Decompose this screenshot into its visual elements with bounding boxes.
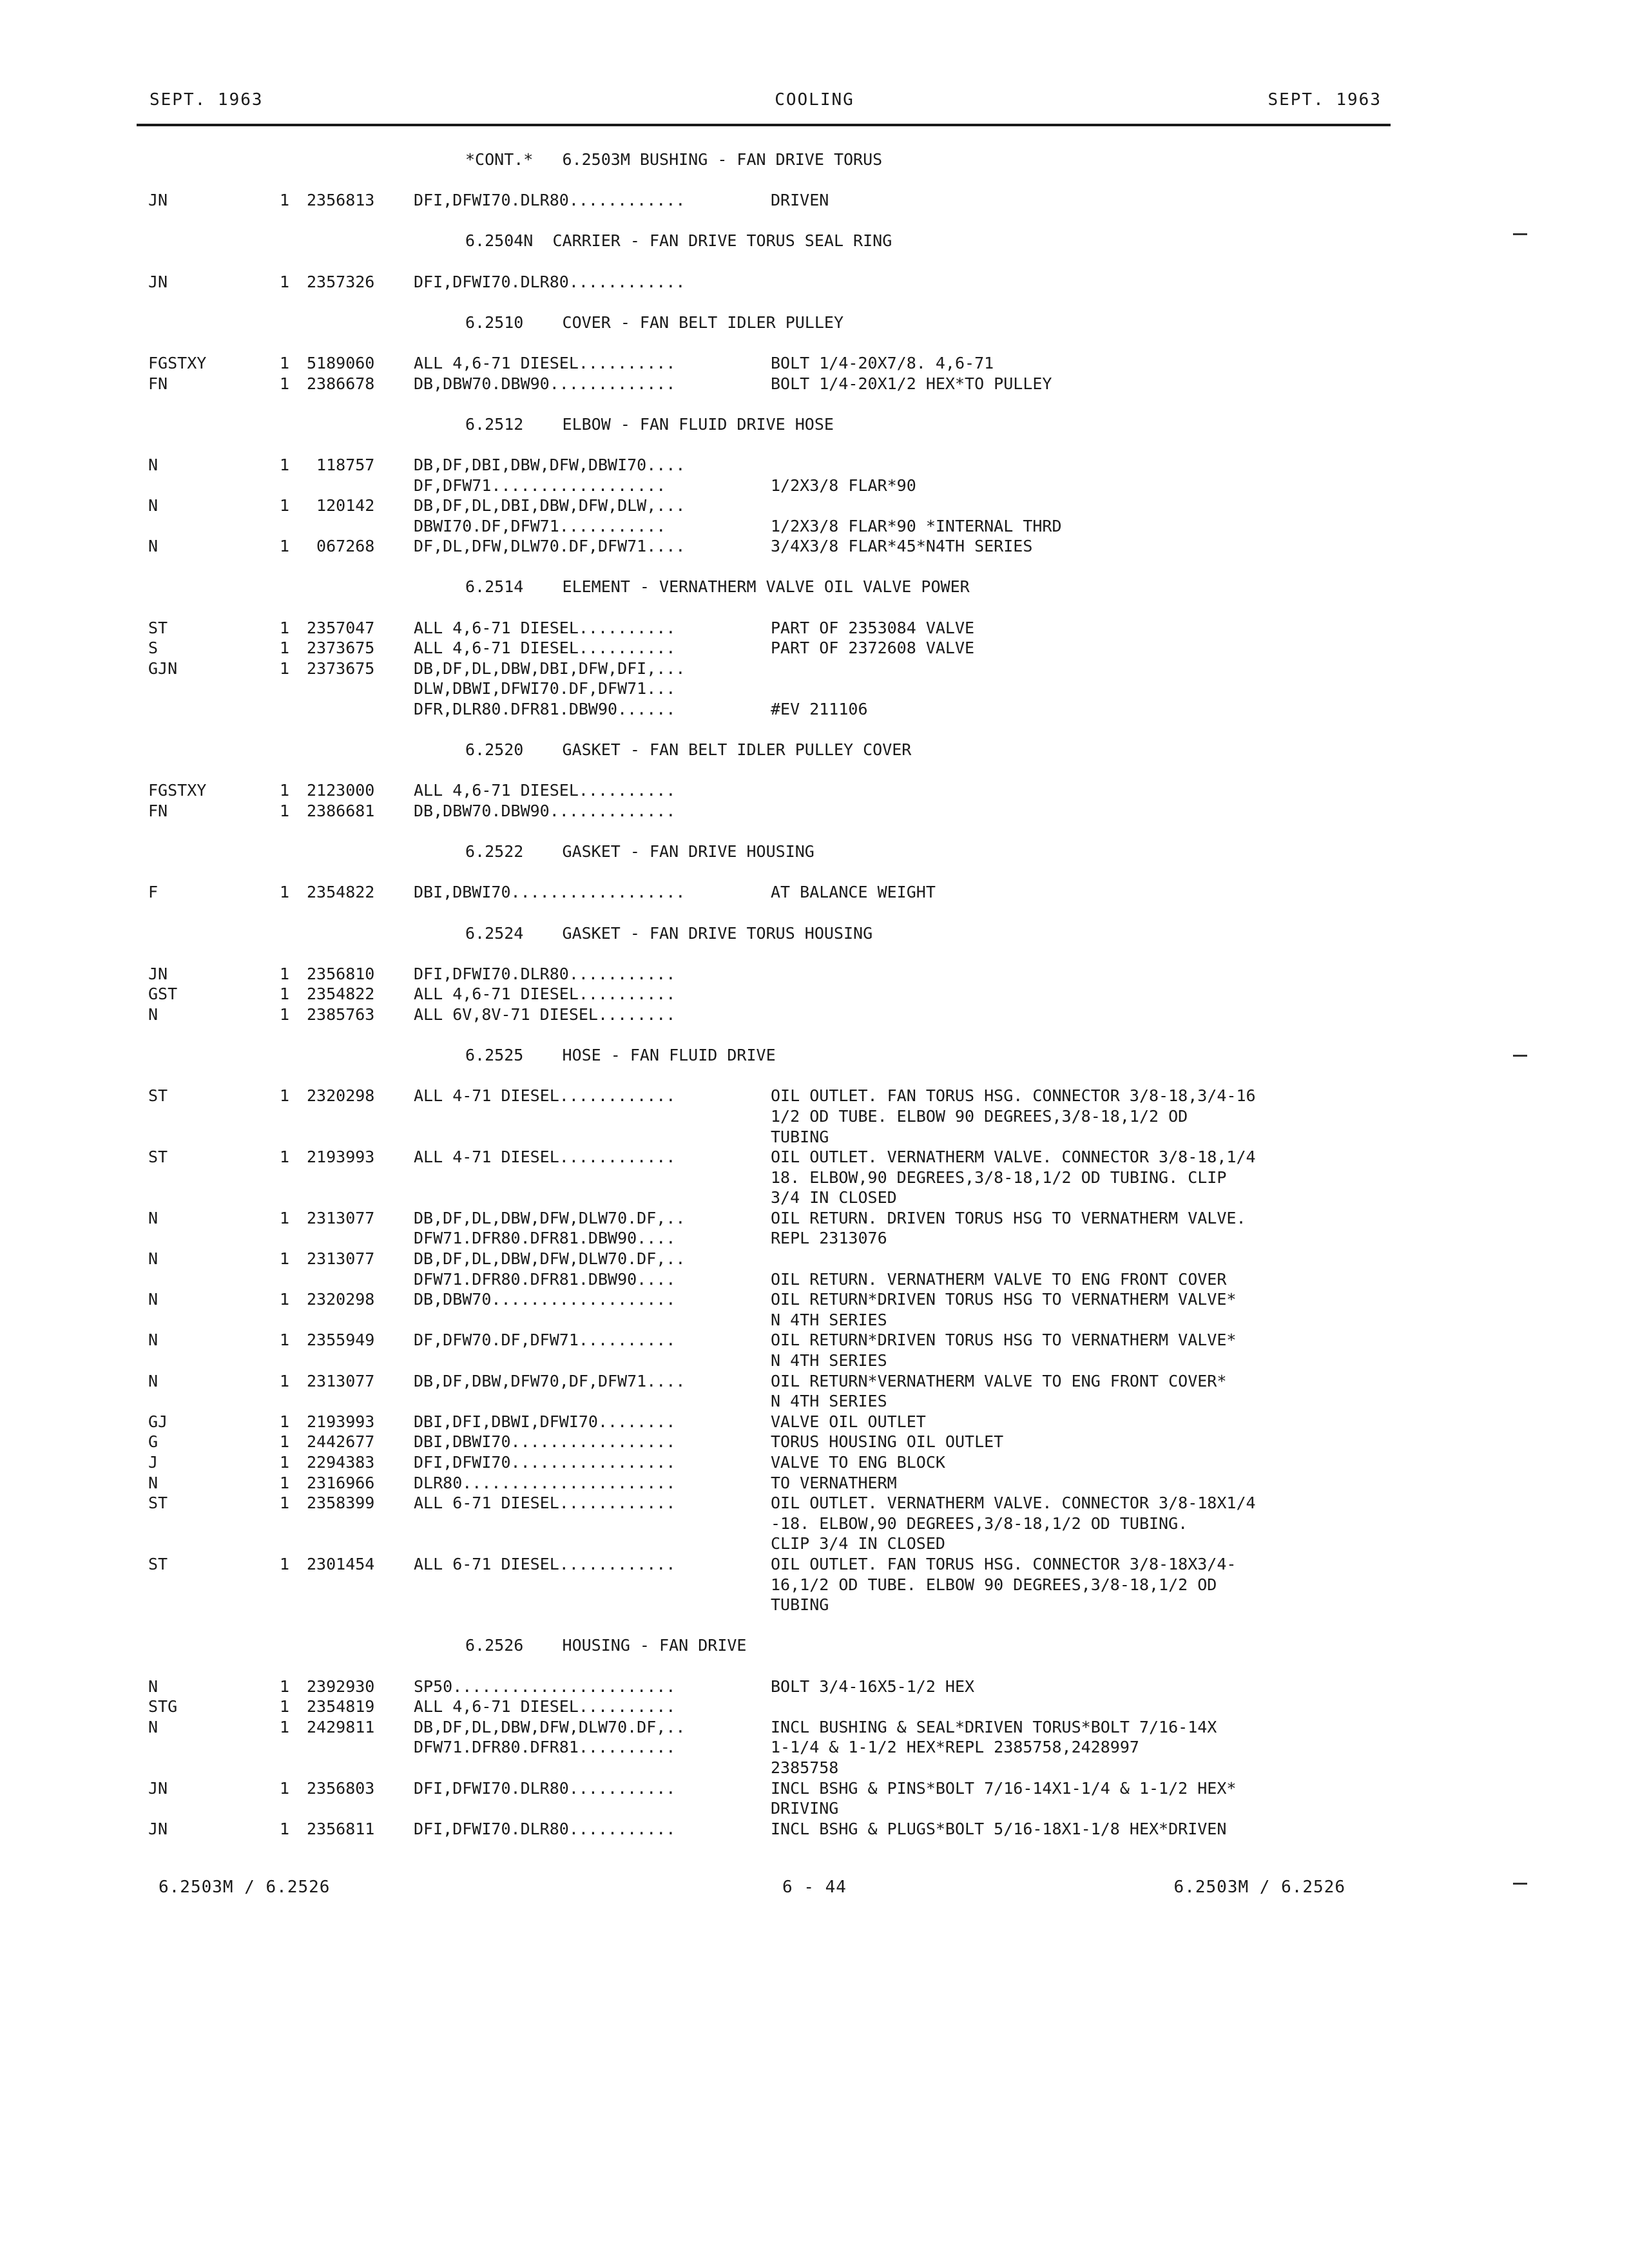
section-title: 6.2526 HOUSING - FAN DRIVE	[465, 1636, 747, 1655]
part-number: 2429811	[307, 1717, 375, 1736]
table-row	[0, 699, 1629, 720]
table-row	[0, 1737, 1629, 1758]
section-title: 6.2504N CARRIER - FAN DRIVE TORUS SEAL RING	[465, 231, 892, 251]
table-row	[0, 1310, 1629, 1331]
remarks: BOLT 1/4-20X7/8. 4,6-71	[771, 353, 994, 372]
spacer	[0, 822, 1629, 842]
table-row	[0, 1249, 1629, 1269]
remarks: #EV 211106	[771, 700, 868, 719]
table-row	[0, 272, 1629, 293]
application: ALL 6-71 DIESEL............	[414, 1494, 676, 1513]
remarks: 1-1/4 & 1-1/2 HEX*REPL 2385758,2428997	[771, 1738, 1139, 1757]
model-codes: N	[148, 455, 159, 474]
application: DFW71.DFR80.DFR81.DBW90....	[414, 1269, 676, 1289]
remarks: REPL 2313076	[771, 1229, 887, 1248]
application: DB,DBW70...................	[414, 1290, 676, 1309]
model-codes: ST	[148, 1554, 168, 1573]
table-row	[0, 1371, 1629, 1392]
table-row	[0, 1758, 1629, 1778]
application: DFI,DFWI70.DLR80...........	[414, 964, 676, 983]
spacer	[0, 292, 1629, 312]
quantity: 1	[280, 1331, 290, 1350]
margin-mark	[1513, 1055, 1527, 1057]
remarks: AT BALANCE WEIGHT	[771, 883, 936, 902]
remarks: OIL OUTLET. VERNATHERM VALVE. CONNECTOR 3/8-18X1/4	[771, 1494, 1256, 1513]
part-number: 2354819	[307, 1697, 375, 1716]
remarks: OIL RETURN. DRIVEN TORUS HSG TO VERNATHERM VALVE.	[771, 1208, 1246, 1227]
application: DBI,DFI,DBWI,DFWI70........	[414, 1412, 676, 1431]
quantity: 1	[280, 883, 290, 902]
spacer	[0, 943, 1629, 964]
part-number: 2320298	[307, 1290, 375, 1309]
application: DLW,DBWI,DFWI70.DF,DFW71...	[414, 679, 676, 698]
margin-mark	[1513, 1883, 1527, 1885]
application: DBI,DBWI70.................	[414, 1432, 676, 1452]
spacer	[0, 394, 1629, 414]
table-row	[0, 1819, 1629, 1840]
part-number: 2313077	[307, 1249, 375, 1269]
model-codes: GJN	[148, 658, 178, 678]
section-heading	[0, 1635, 1629, 1656]
table-row	[0, 1208, 1629, 1229]
quantity: 1	[280, 1494, 290, 1513]
quantity: 1	[280, 1453, 290, 1472]
quantity: 1	[280, 1677, 290, 1696]
quantity: 1	[280, 496, 290, 515]
application: DB,DF,DL,DBW,DFW,DLW70.DF,..	[414, 1717, 686, 1736]
application: DFI,DFWI70.DLR80............	[414, 191, 686, 210]
remarks: N 4TH SERIES	[771, 1351, 887, 1370]
quantity: 1	[280, 455, 290, 474]
application: DFI,DFWI70.................	[414, 1453, 676, 1472]
table-row	[0, 638, 1629, 658]
table-row	[0, 1127, 1629, 1148]
spacer	[0, 434, 1629, 455]
part-number: 2301454	[307, 1554, 375, 1573]
model-codes: N	[148, 1473, 159, 1492]
application: DFI,DFWI70.DLR80...........	[414, 1819, 676, 1838]
table-row	[0, 882, 1629, 903]
quantity: 1	[280, 1412, 290, 1431]
part-number: 2356810	[307, 964, 375, 983]
part-number: 2354822	[307, 985, 375, 1004]
application: DFR,DLR80.DFR81.DBW90......	[414, 700, 676, 719]
quantity: 1	[280, 658, 290, 678]
table-row	[0, 618, 1629, 639]
model-codes: N	[148, 1677, 159, 1696]
table-row	[0, 353, 1629, 374]
table-row	[0, 1086, 1629, 1106]
remarks: OIL OUTLET. FAN TORUS HSG. CONNECTOR 3/8-18X3/4-	[771, 1554, 1237, 1573]
application: DBI,DBWI70..................	[414, 883, 686, 902]
application: ALL 4-71 DIESEL............	[414, 1148, 676, 1167]
table-row	[0, 1798, 1629, 1819]
header-date-right: SEPT. 1963	[1268, 90, 1382, 110]
table-row	[0, 1696, 1629, 1717]
remarks: 18. ELBOW,90 DEGREES,3/8-18,1/2 OD TUBING. CLIP	[771, 1168, 1227, 1187]
part-number: 2386678	[307, 374, 375, 393]
section-title: 6.2510 COVER - FAN BELT IDLER PULLEY	[465, 312, 843, 332]
application: DF,DL,DFW,DLW70.DF,DFW71....	[414, 537, 686, 556]
quantity: 1	[280, 1778, 290, 1798]
application: ALL 4-71 DIESEL............	[414, 1086, 676, 1106]
table-row	[0, 658, 1629, 679]
part-number: 2313077	[307, 1208, 375, 1227]
part-number: 2385763	[307, 1004, 375, 1024]
remarks: N 4TH SERIES	[771, 1392, 887, 1411]
spacer	[0, 1615, 1629, 1636]
application: DB,DF,DL,DBI,DBW,DFW,DLW,...	[414, 496, 686, 515]
application: ALL 4,6-71 DIESEL..........	[414, 639, 676, 658]
application: DLR80......................	[414, 1473, 676, 1492]
remarks: VALVE TO ENG BLOCK	[771, 1453, 945, 1472]
application: ALL 6-71 DIESEL............	[414, 1554, 676, 1573]
quantity: 1	[280, 781, 290, 800]
quantity: 1	[280, 1717, 290, 1736]
part-number: 2193993	[307, 1148, 375, 1167]
model-codes: ST	[148, 1086, 168, 1106]
table-row	[0, 1717, 1629, 1738]
quantity: 1	[280, 374, 290, 393]
application: DFI,DFWI70.DLR80............	[414, 272, 686, 291]
part-number: 2316966	[307, 1473, 375, 1492]
model-codes: JN	[148, 272, 168, 291]
section-heading	[0, 149, 1629, 170]
table-row	[0, 1330, 1629, 1350]
table-row	[0, 190, 1629, 211]
model-codes: J	[148, 1453, 159, 1472]
spacer	[0, 211, 1629, 231]
remarks: INCL BSHG & PINS*BOLT 7/16-14X1-1/4 & 1-1/2 HEX*	[771, 1778, 1237, 1798]
remarks: 1/2X3/8 FLAR*90 *INTERNAL THRD	[771, 516, 1062, 535]
quantity: 1	[280, 1249, 290, 1269]
model-codes: FN	[148, 802, 168, 820]
part-number: 2123000	[307, 781, 375, 800]
part-number: 2320298	[307, 1086, 375, 1106]
remarks: INCL BUSHING & SEAL*DRIVEN TORUS*BOLT 7/16-14X	[771, 1717, 1217, 1736]
section-heading	[0, 312, 1629, 333]
application: DB,DBW70.DBW90.............	[414, 374, 676, 393]
model-codes: S	[148, 639, 159, 658]
remarks: 3/4X3/8 FLAR*45*N4TH SERIES	[771, 537, 1033, 556]
part-number: 2356811	[307, 1819, 375, 1838]
part-number: 2294383	[307, 1453, 375, 1472]
section-heading	[0, 740, 1629, 760]
quantity: 1	[280, 1004, 290, 1024]
table-row	[0, 1228, 1629, 1249]
part-number: 2356803	[307, 1778, 375, 1798]
table-row	[0, 1147, 1629, 1168]
remarks: VALVE OIL OUTLET	[771, 1412, 926, 1431]
remarks: OIL RETURN*VERNATHERM VALVE TO ENG FRONT COVER*	[771, 1371, 1227, 1390]
application: ALL 6V,8V-71 DIESEL........	[414, 1004, 676, 1024]
model-codes: GJ	[148, 1412, 168, 1431]
quantity: 1	[280, 1697, 290, 1716]
application: ALL 4,6-71 DIESEL..........	[414, 1697, 676, 1716]
application: DBWI70.DF,DFW71...........	[414, 516, 666, 535]
section-heading	[0, 577, 1629, 597]
model-codes: JN	[148, 1778, 168, 1798]
quantity: 1	[280, 985, 290, 1004]
quantity: 1	[280, 639, 290, 658]
table-row	[0, 1350, 1629, 1371]
quantity: 1	[280, 191, 290, 210]
part-number: 2373675	[307, 658, 375, 678]
quantity: 1	[280, 353, 290, 372]
remarks: PART OF 2353084 VALVE	[771, 618, 975, 637]
table-row	[0, 1514, 1629, 1534]
remarks: 2385758	[771, 1758, 839, 1777]
remarks: 1/2X3/8 FLAR*90	[771, 476, 916, 495]
table-row	[0, 678, 1629, 699]
model-codes: FGSTXY	[148, 781, 207, 800]
table-row	[0, 455, 1629, 476]
header-title: COOLING	[775, 90, 854, 110]
part-number: 2356813	[307, 191, 375, 210]
quantity: 1	[280, 1086, 290, 1106]
table-row	[0, 1554, 1629, 1575]
part-number: 2354822	[307, 883, 375, 902]
table-row	[0, 1452, 1629, 1473]
table-row	[0, 1269, 1629, 1290]
model-codes: N	[148, 537, 159, 556]
model-codes: N	[148, 496, 159, 515]
spacer	[0, 760, 1629, 781]
section-heading	[0, 414, 1629, 435]
part-number: 2442677	[307, 1432, 375, 1452]
table-row	[0, 1168, 1629, 1188]
application: DB,DF,DBI,DBW,DFW,DBWI70....	[414, 455, 686, 474]
spacer	[0, 597, 1629, 618]
spacer	[0, 1656, 1629, 1677]
application: ALL 4,6-71 DIESEL..........	[414, 985, 676, 1004]
remarks: OIL OUTLET. FAN TORUS HSG. CONNECTOR 3/8-18,3/4-16	[771, 1086, 1256, 1106]
spacer	[0, 1066, 1629, 1086]
table-row	[0, 1533, 1629, 1554]
application: DB,DF,DBW,DFW70,DF,DFW71....	[414, 1371, 686, 1390]
remarks: PART OF 2372608 VALVE	[771, 639, 975, 658]
remarks: DRIVEN	[771, 191, 829, 210]
remarks: OIL RETURN*DRIVEN TORUS HSG TO VERNATHERM VALVE*	[771, 1290, 1237, 1309]
application: ALL 4,6-71 DIESEL..........	[414, 781, 676, 800]
section-title: 6.2525 HOSE - FAN FLUID DRIVE	[465, 1046, 776, 1065]
section-heading	[0, 841, 1629, 862]
quantity: 1	[280, 1432, 290, 1452]
spacer	[0, 332, 1629, 353]
application: DF,DFW71..................	[414, 476, 666, 495]
application: DB,DF,DL,DBW,DBI,DFW,DFI,...	[414, 658, 686, 678]
part-number: 2373675	[307, 639, 375, 658]
quantity: 1	[280, 1208, 290, 1227]
model-codes: GST	[148, 985, 178, 1004]
quantity: 1	[280, 272, 290, 291]
model-codes: STG	[148, 1697, 178, 1716]
model-codes: JN	[148, 191, 168, 210]
remarks: TORUS HOUSING OIL OUTLET	[771, 1432, 1004, 1452]
quantity: 1	[280, 1819, 290, 1838]
footer-page-number: 6 - 44	[782, 1878, 847, 1897]
section-title: 6.2524 GASKET - FAN DRIVE TORUS HOUSING	[465, 923, 873, 943]
table-row	[0, 536, 1629, 557]
part-number: 2193993	[307, 1412, 375, 1431]
part-number: 5189060	[307, 353, 375, 372]
application: SP50.......................	[414, 1677, 676, 1696]
part-number: 2357047	[307, 618, 375, 637]
remarks: OIL RETURN. VERNATHERM VALVE TO ENG FRONT COVER	[771, 1269, 1227, 1289]
header-date-left: SEPT. 1963	[149, 90, 264, 110]
remarks: TO VERNATHERM	[771, 1473, 897, 1492]
table-row	[0, 801, 1629, 822]
remarks: 1/2 OD TUBE. ELBOW 90 DEGREES,3/8-18,1/2 OD	[771, 1106, 1188, 1126]
model-codes: N	[148, 1331, 159, 1350]
section-title: *CONT.* 6.2503M BUSHING - FAN DRIVE TORUS	[465, 150, 883, 169]
application: DF,DFW70.DF,DFW71..........	[414, 1331, 676, 1350]
spacer	[0, 903, 1629, 923]
remarks: TUBING	[771, 1595, 829, 1615]
remarks: 16,1/2 OD TUBE. ELBOW 90 DEGREES,3/8-18,1/2 OD	[771, 1575, 1217, 1594]
quantity: 1	[280, 1554, 290, 1573]
footer-range-left: 6.2503M / 6.2526	[159, 1878, 331, 1897]
section-title: 6.2512 ELBOW - FAN FLUID DRIVE HOSE	[465, 414, 834, 434]
application: DB,DBW70.DBW90.............	[414, 802, 676, 820]
model-codes: ST	[148, 618, 168, 637]
quantity: 1	[280, 618, 290, 637]
model-codes: FN	[148, 374, 168, 393]
table-row	[0, 476, 1629, 496]
remarks: 3/4 IN CLOSED	[771, 1188, 897, 1207]
spacer	[0, 862, 1629, 883]
model-codes: ST	[148, 1148, 168, 1167]
table-row	[0, 1391, 1629, 1412]
model-codes: N	[148, 1371, 159, 1390]
quantity: 1	[280, 1473, 290, 1492]
section-title: 6.2522 GASKET - FAN DRIVE HOUSING	[465, 842, 815, 861]
model-codes: F	[148, 883, 159, 902]
part-number: 067268	[307, 537, 375, 556]
table-row	[0, 374, 1629, 394]
table-row	[0, 1187, 1629, 1208]
application: DB,DF,DL,DBW,DFW,DLW70.DF,..	[414, 1249, 686, 1269]
part-number: 2358399	[307, 1494, 375, 1513]
model-codes: N	[148, 1004, 159, 1024]
model-codes: N	[148, 1249, 159, 1269]
model-codes: N	[148, 1717, 159, 1736]
footer-range-right: 6.2503M / 6.2526	[1173, 1878, 1345, 1897]
application: DFI,DFWI70.DLR80...........	[414, 1778, 676, 1798]
table-row	[0, 1289, 1629, 1310]
header-rule	[137, 124, 1391, 126]
table-row	[0, 964, 1629, 985]
model-codes: FGSTXY	[148, 353, 207, 372]
quantity: 1	[280, 802, 290, 820]
model-codes: N	[148, 1290, 159, 1309]
application: ALL 4,6-71 DIESEL..........	[414, 353, 676, 372]
table-row	[0, 1677, 1629, 1697]
model-codes: JN	[148, 1819, 168, 1838]
part-number: 2386681	[307, 802, 375, 820]
spacer	[0, 557, 1629, 577]
quantity: 1	[280, 1148, 290, 1167]
remarks: BOLT 3/4-16X5-1/2 HEX	[771, 1677, 975, 1696]
table-row	[0, 1595, 1629, 1615]
table-row	[0, 1106, 1629, 1127]
remarks: TUBING	[771, 1127, 829, 1146]
table-row	[0, 495, 1629, 516]
table-row	[0, 1575, 1629, 1595]
remarks: OIL OUTLET. VERNATHERM VALVE. CONNECTOR 3/8-18,1/4	[771, 1148, 1256, 1167]
quantity: 1	[280, 1290, 290, 1309]
table-row	[0, 1004, 1629, 1025]
model-codes: JN	[148, 964, 168, 983]
model-codes: ST	[148, 1494, 168, 1513]
application: DB,DF,DL,DBW,DFW,DLW70.DF,..	[414, 1208, 686, 1227]
part-number: 2355949	[307, 1331, 375, 1350]
table-row	[0, 1493, 1629, 1514]
section-title: 6.2520 GASKET - FAN BELT IDLER PULLEY COVER	[465, 740, 912, 760]
remarks: BOLT 1/4-20X1/2 HEX*TO PULLEY	[771, 374, 1052, 393]
margin-mark	[1513, 233, 1527, 235]
table-row	[0, 1432, 1629, 1452]
section-heading	[0, 231, 1629, 251]
application: DFW71.DFR80.DFR81.DBW90....	[414, 1229, 676, 1248]
section-title: 6.2514 ELEMENT - VERNATHERM VALVE OIL VALVE POWER	[465, 577, 970, 597]
table-row	[0, 780, 1629, 801]
quantity: 1	[280, 964, 290, 983]
model-codes: G	[148, 1432, 159, 1452]
spacer	[0, 170, 1629, 191]
table-row	[0, 1412, 1629, 1432]
remarks: INCL BSHG & PLUGS*BOLT 5/16-18X1-1/8 HEX*DRIVEN	[771, 1819, 1227, 1838]
application: ALL 4,6-71 DIESEL..........	[414, 618, 676, 637]
spacer	[0, 1025, 1629, 1046]
spacer	[0, 720, 1629, 740]
application: DFW71.DFR80.DFR81..........	[414, 1738, 676, 1757]
remarks: -18. ELBOW,90 DEGREES,3/8-18,1/2 OD TUBING.	[771, 1514, 1188, 1533]
part-number: 2313077	[307, 1371, 375, 1390]
table-row	[0, 1473, 1629, 1494]
table-row	[0, 1778, 1629, 1799]
part-number: 2357326	[307, 272, 375, 291]
section-heading	[0, 923, 1629, 944]
remarks: CLIP 3/4 IN CLOSED	[771, 1534, 945, 1553]
parts-list	[0, 149, 1629, 1839]
quantity: 1	[280, 537, 290, 556]
spacer	[0, 251, 1629, 272]
section-heading	[0, 1045, 1629, 1066]
quantity: 1	[280, 1371, 290, 1390]
table-row	[0, 516, 1629, 537]
part-number: 118757	[307, 455, 375, 474]
remarks: OIL RETURN*DRIVEN TORUS HSG TO VERNATHERM VALVE*	[771, 1331, 1237, 1350]
part-number: 2392930	[307, 1677, 375, 1696]
remarks: DRIVING	[771, 1799, 839, 1818]
model-codes: N	[148, 1208, 159, 1227]
table-row	[0, 984, 1629, 1004]
part-number: 120142	[307, 496, 375, 515]
remarks: N 4TH SERIES	[771, 1310, 887, 1329]
